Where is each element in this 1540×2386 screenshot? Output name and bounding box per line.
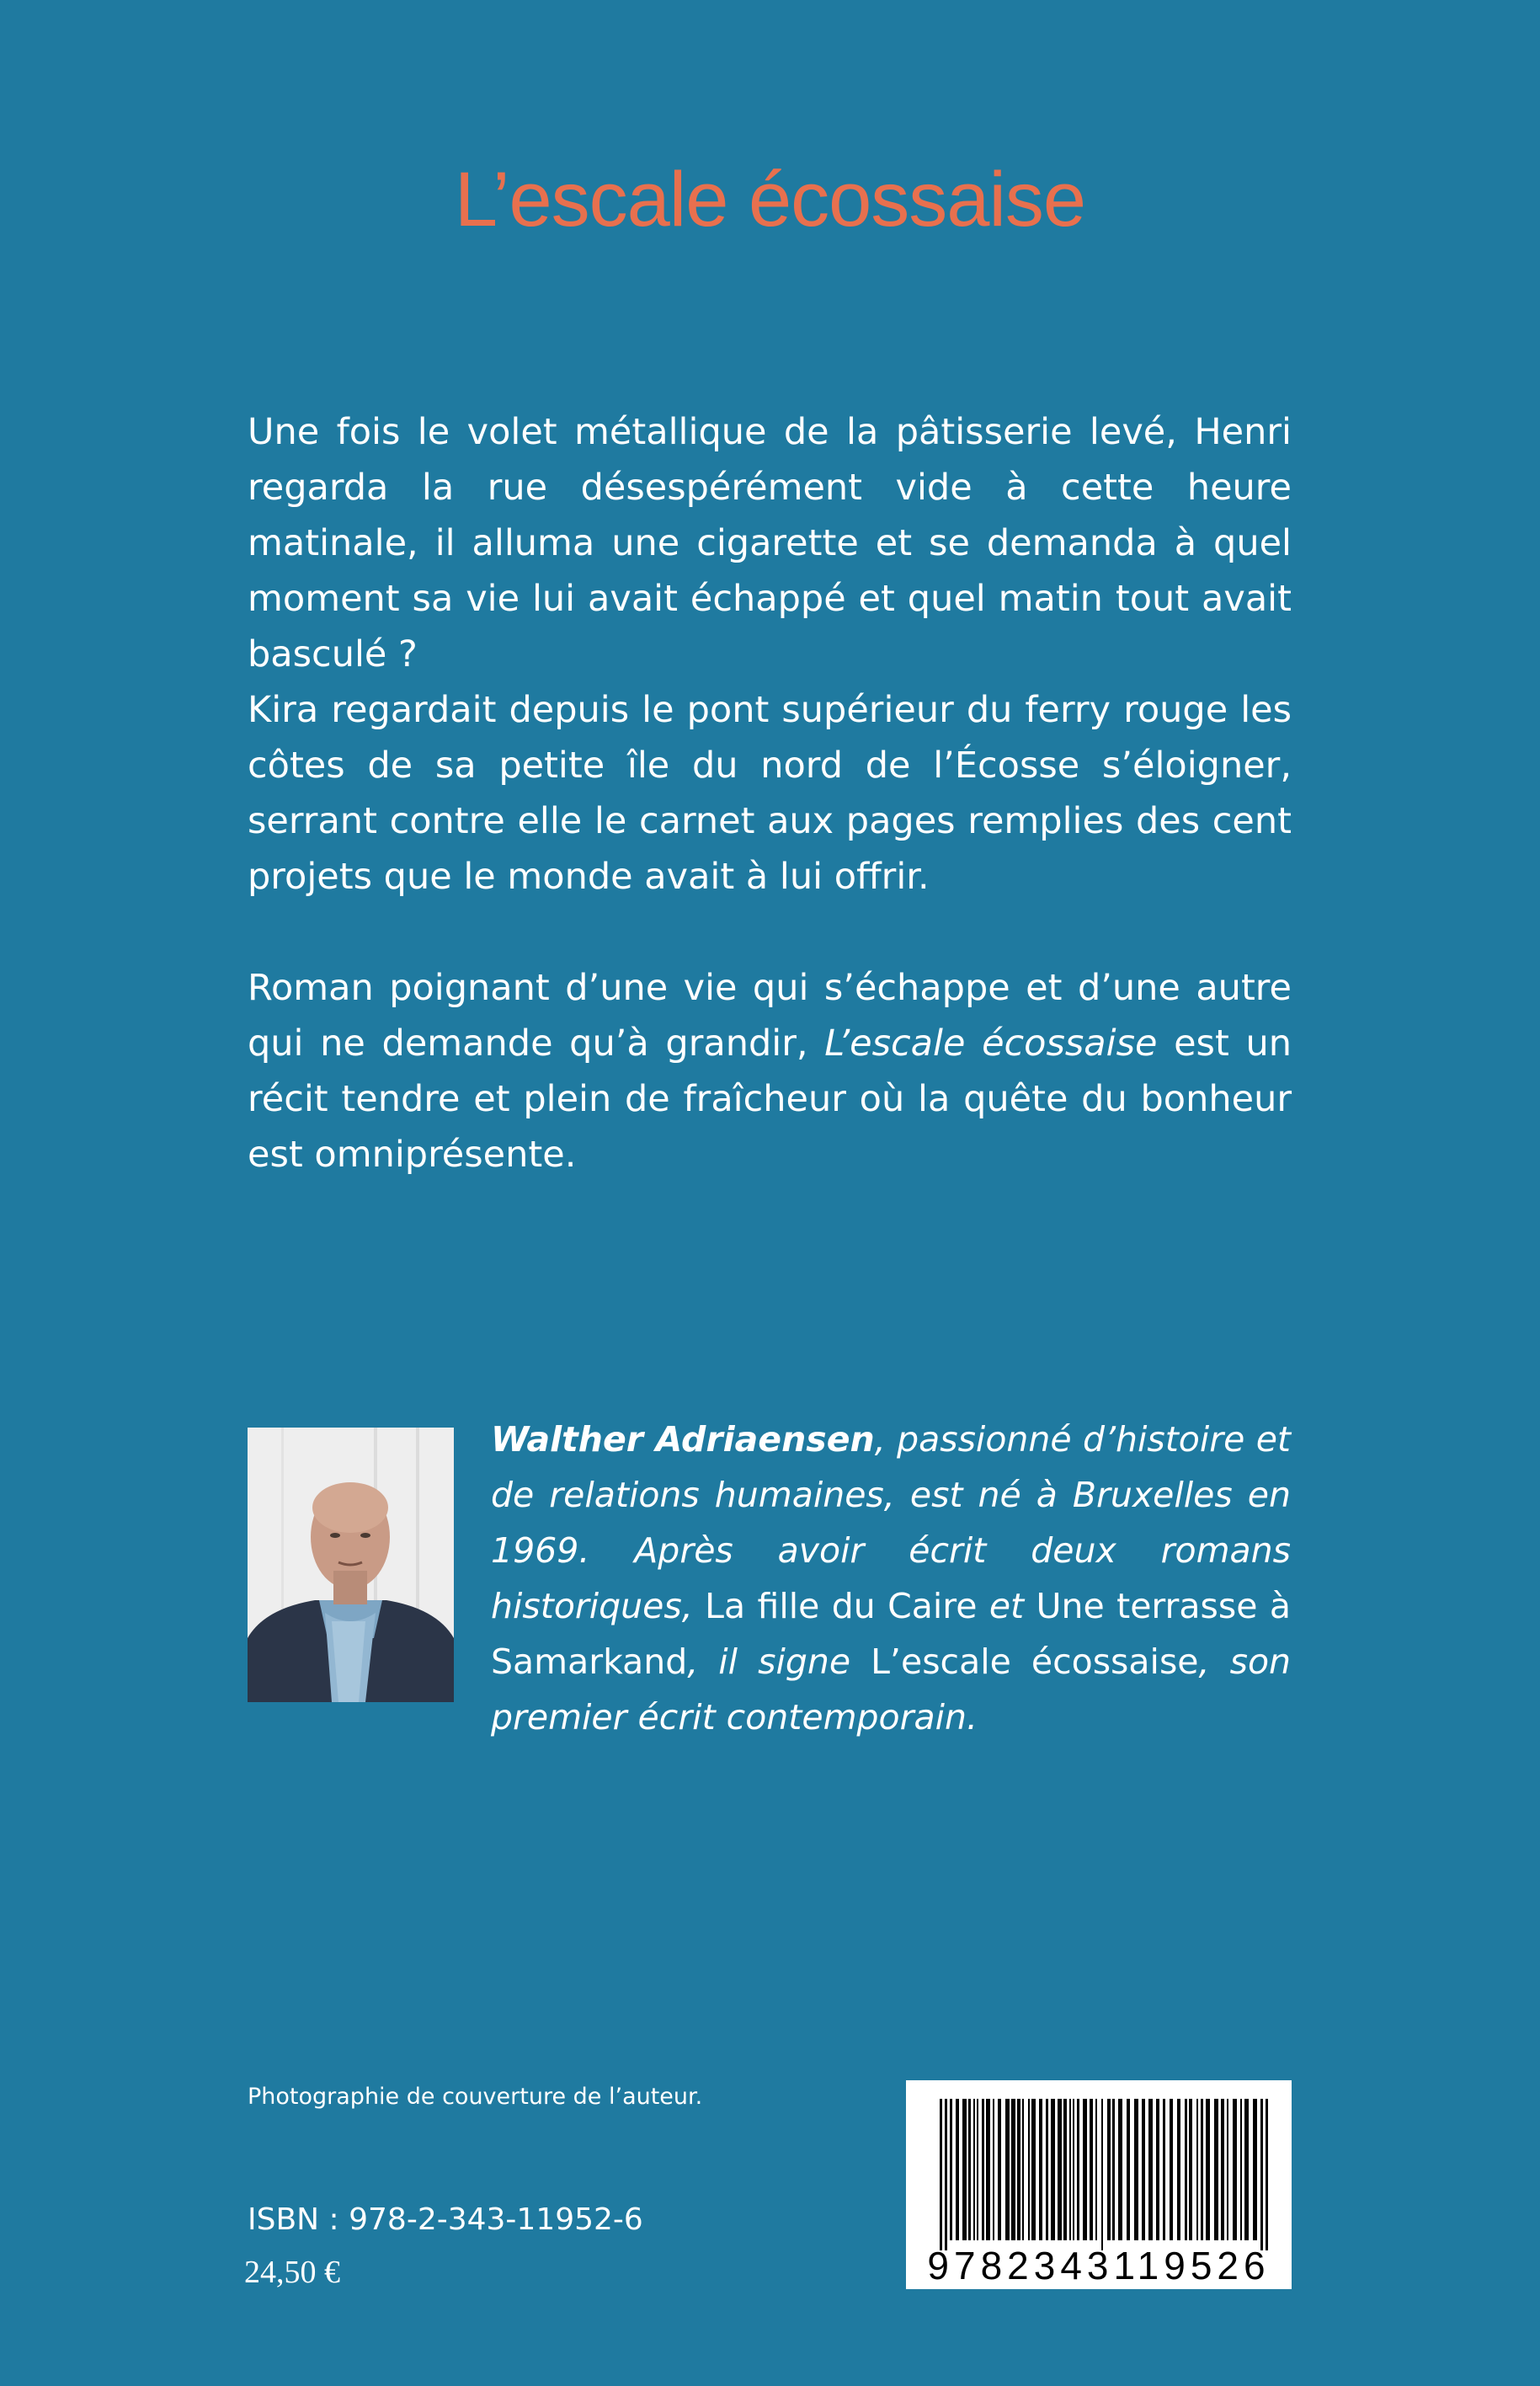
back-cover-blurb <box>248 404 1292 1182</box>
barcode-bar <box>940 2099 942 2250</box>
author-photo <box>248 1428 454 1702</box>
barcode-bar <box>1069 2099 1071 2240</box>
barcode-bar <box>1170 2099 1173 2240</box>
barcode-bar <box>1196 2099 1198 2240</box>
barcode-bar <box>986 2099 990 2240</box>
barcode-bar <box>977 2099 978 2240</box>
blurb-paragraph-kira: Kira regardait depuis le pont supérieur du ferry rouge les côtes de sa petite île du nord de l’Écosse s’éloigner, serrant contre elle le carnet aux pages remplies des cent projets que le monde avait à lui offrir. <box>248 689 1292 898</box>
barcode-bar <box>1127 2099 1130 2240</box>
barcode-bar <box>1005 2099 1010 2240</box>
isbn-number: ISBN : 978-2-343-11952-6 <box>248 2202 643 2237</box>
bio-text-3: , il signe <box>687 1641 871 1682</box>
barcode-bar <box>998 2099 1001 2240</box>
bio-text-2: et <box>977 1586 1036 1626</box>
barcode-bar <box>1142 2099 1145 2240</box>
summary-text-end: est un récit tendre et plein de fraîcheur où la quête du bonheur est omniprésente. <box>248 1022 1292 1176</box>
summary-book-title: L’escale écossaise <box>824 1022 1158 1065</box>
bio-text-4: , son premier écrit contemporain. <box>491 1641 1292 1737</box>
barcode-bar <box>1260 2099 1263 2250</box>
barcode-bar <box>1058 2099 1062 2240</box>
barcode-bar <box>1214 2099 1218 2240</box>
barcode-bar <box>1077 2099 1079 2240</box>
barcode-bars <box>940 2099 1268 2250</box>
barcode-bar <box>1011 2099 1015 2240</box>
barcode-bar <box>1266 2099 1268 2250</box>
barcode-bar <box>1156 2099 1159 2240</box>
barcode-bar <box>1244 2099 1249 2240</box>
barcode-bar <box>1107 2099 1111 2240</box>
summary-text-start: Roman poignant d’une vie qui s’échappe et d’une autre qui ne demande qu’à grandir, <box>248 967 1292 1065</box>
barcode-bar <box>1112 2099 1115 2240</box>
photo-credit: Photographie de couverture de l’auteur. <box>248 2084 703 2110</box>
barcode-bar <box>1206 2099 1210 2240</box>
barcode-bar <box>1185 2099 1187 2240</box>
barcode-bar <box>1163 2099 1165 2240</box>
barcode-bar <box>1177 2099 1180 2240</box>
bio-text-1: , passionné d’histoire et de relations humaines, est né à Bruxelles en 1969. Après avoir écrit deux romans historiques, <box>491 1419 1291 1626</box>
barcode-bar <box>962 2099 967 2240</box>
barcode-bar <box>1046 2099 1048 2240</box>
barcode-bar <box>1240 2099 1242 2240</box>
barcode-bar <box>1028 2099 1030 2240</box>
bio-book-title-2: Une terrasse à Samarkand <box>491 1586 1291 1682</box>
barcode-bar <box>1073 2099 1074 2240</box>
book-price: 24,50 € <box>244 2255 340 2290</box>
barcode-bar <box>1083 2099 1087 2240</box>
barcode-bar <box>1233 2099 1237 2240</box>
barcode-bar <box>1148 2099 1153 2240</box>
bio-book-title-3: L’escale écossaise <box>871 1641 1199 1682</box>
barcode-bar <box>1051 2099 1055 2240</box>
barcode-bar <box>968 2099 971 2240</box>
barcode-bar <box>945 2099 947 2250</box>
barcode-number: 9782343119526 <box>927 2244 1271 2287</box>
barcode-bar <box>1189 2099 1192 2240</box>
barcode-bar <box>1063 2099 1067 2240</box>
barcode-bar <box>1118 2099 1122 2240</box>
barcode-bar <box>1201 2099 1203 2240</box>
blurb-paragraph-henri: Une fois le volet métallique de la pâtisserie levé, Henri regarda la rue désespérément vide à cette heure matinale, il alluma une cigarette et se demanda à quel moment sa vie lui avait échappé et quel matin tout avait basculé ? <box>248 411 1292 675</box>
barcode-bar <box>956 2099 959 2240</box>
author-bio <box>491 1412 1291 1745</box>
barcode-bar <box>1095 2099 1097 2240</box>
author-name: Walther Adriaensen <box>491 1419 875 1460</box>
barcode-bar <box>950 2099 952 2240</box>
barcode-bar <box>1227 2099 1228 2240</box>
barcode-bar <box>1221 2099 1224 2240</box>
barcode-bar <box>973 2099 975 2240</box>
barcode-bar <box>1134 2099 1138 2240</box>
barcode-bar <box>1039 2099 1042 2240</box>
barcode-bar <box>1101 2099 1103 2250</box>
barcode-bar <box>993 2099 994 2240</box>
barcode-bar <box>1253 2099 1257 2240</box>
barcode <box>906 2080 1292 2289</box>
barcode-bar <box>1090 2099 1093 2240</box>
barcode-bar <box>1022 2099 1024 2240</box>
book-title: L’escale écossaise <box>454 157 1086 243</box>
barcode-bar <box>982 2099 984 2240</box>
barcode-bar <box>1017 2099 1020 2240</box>
barcode-bar <box>1031 2099 1036 2240</box>
blurb-paragraph-summary <box>248 960 1292 1182</box>
bio-book-title-1: La fille du Caire <box>705 1586 978 1626</box>
